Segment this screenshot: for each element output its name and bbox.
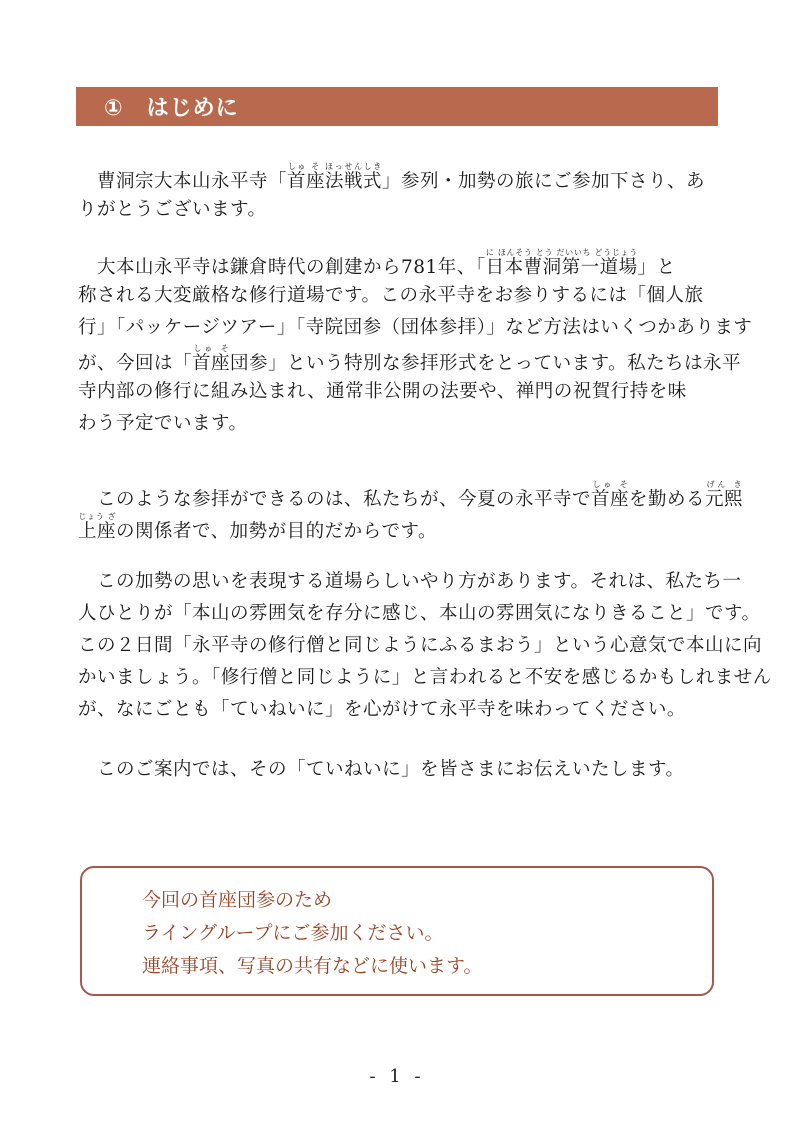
- text-span: 曹洞宗大本山永平寺「: [78, 171, 288, 192]
- text-line: [78, 480, 744, 512]
- text-line: 称される大変厳格な修行道場です。この永平寺をお参りするには「個人旅: [78, 285, 704, 306]
- furigana: しゅ そ: [591, 480, 630, 489]
- text-line: [78, 248, 722, 280]
- ruby-term: [485, 248, 638, 278]
- furigana: に ほんそう とう だいいち どうじょう: [485, 248, 638, 257]
- text-line: が、なにごとも「ていねいに」を心がけて永平寺を味わってください。: [78, 699, 686, 720]
- line-group-notice: [80, 866, 714, 996]
- paragraph-intro: [78, 162, 722, 226]
- text-span: の関係者で、加勢が目的だからです。: [116, 521, 437, 542]
- notice-line: 連絡事項、写真の共有などに使います。: [142, 955, 483, 977]
- ruby-term: [591, 480, 630, 510]
- furigana: げん き: [705, 480, 744, 489]
- text-span: 」参列・加勢の旅にご参加下さり、あ: [382, 171, 706, 192]
- text-line: この２日間「永平寺の修行僧と同じようにふるまおう」という心意気で本山に向: [78, 635, 763, 656]
- ruby-term: [705, 480, 744, 510]
- furigana: しゅ そ ほっせんしき: [287, 162, 383, 171]
- page-number: - 1 -: [369, 1066, 425, 1087]
- ruby-base: 首座法戦式: [287, 171, 383, 192]
- text-span: 大本山永平寺は鎌倉時代の創建から781年、「: [78, 257, 486, 278]
- text-line: 行」「パッケージツアー」「寺院団参（団体参拝）」など方法はいくつかあります: [78, 317, 753, 338]
- ruby-base: 日本曹洞第一道場: [485, 257, 638, 278]
- section-header: [76, 87, 718, 126]
- furigana: しゅ そ: [192, 344, 231, 353]
- ruby-term: [192, 344, 231, 374]
- text-span: 」と: [637, 257, 676, 278]
- text-line: 人ひとりが「本山の雰囲気を存分に感じ、本山の雰囲気になりきること」です。: [78, 603, 761, 624]
- text-line: [78, 162, 722, 194]
- text-span: このような参拝ができるのは、私たちが、今夏の永平寺で: [78, 489, 592, 510]
- text-line: かいましょう。「修行僧と同じように」と言われると不安を感じるかもしれません: [78, 667, 772, 688]
- section-title: ① はじめに: [104, 96, 239, 121]
- text-line: この加勢の思いを表現する道場らしいやり方があります。それは、私たち一: [78, 571, 742, 592]
- paragraph-history: [78, 248, 753, 440]
- notice-line: 今回の首座団参のため: [142, 889, 333, 911]
- text-line: [78, 344, 742, 376]
- notice-line: ライングループにご参加ください。: [142, 922, 444, 944]
- ruby-base: 首座: [192, 353, 231, 374]
- text-line: りがとうございます。: [78, 199, 267, 220]
- ruby-base: 首座: [591, 489, 630, 510]
- ruby-term: [78, 512, 117, 542]
- paragraph-closing: [78, 754, 722, 786]
- ruby-term: [287, 162, 383, 192]
- text-line: [78, 512, 722, 544]
- text-span: 団参」という特別な参拝形式をとっています。私たちは永平: [230, 353, 742, 374]
- text-line: 寺内部の修行に組み込まれ、通常非公開の法要や、禅門の祝賀行持を味: [78, 381, 687, 402]
- furigana: じょう ざ: [78, 512, 117, 521]
- paragraph-spirit: [78, 566, 772, 726]
- text-span: を勤める: [629, 489, 706, 510]
- paragraph-reason: [78, 480, 744, 544]
- text-line: このご案内では、その「ていねいに」を皆さまにお伝えいたします。: [78, 759, 685, 780]
- text-span: が、今回は「: [78, 353, 193, 374]
- ruby-base: 元熙: [705, 489, 744, 510]
- text-line: わう予定でいます。: [78, 413, 248, 434]
- ruby-base: 上座: [78, 521, 117, 542]
